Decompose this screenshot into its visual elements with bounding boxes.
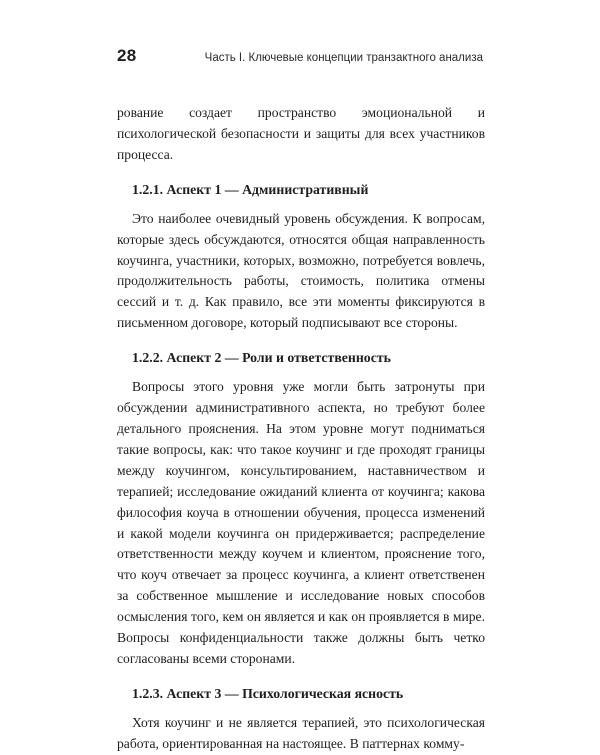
running-head (117, 46, 483, 74)
section-paragraph-administrative: Это наиболее очевидный уровень обсуждения. К вопросам, которые здесь обсуждаются, относятся общая направленность коучинга, участники, которых, возможно, потребуется вовлечь, продолжительность работы, стоимость, политика отмены сессий и т. д. Как правило, все эти моменты фиксируются в письменном договоре, который подписывают все стороны. (117, 210, 485, 331)
chapter-title: Часть I. Ключевые концепции транзактного анализа (204, 52, 483, 64)
section-paragraph-roles: Вопросы этого уровня уже могли быть затронуты при обсуждении административного аспекта, но требуют более детального прояснения. На этом уровне могут подниматься такие вопросы, как: что такое коучинг и где проходят границы между коучингом, консультированием, наставничеством и терапией; исследование ожиданий клиента от коучинга; какова философия коуча в отношении обучения, процесса изменений и какой модели коучинга он придерживается; распределение ответственности между коучем и клиентом, прояснение того, что коуч отвечает за процесс коучинга, а клиент ответственен за собственное мышление и исследование новых способов осмысления того, кем он является и как он проявляется в мире. Вопросы конфиденциальности также должны быть четко согласованы всеми сторонами. (117, 379, 485, 666)
section-heading-administrative: 1.2.1. Аспект 1 — Административный (132, 181, 369, 197)
section-heading-psychological: 1.2.3. Аспект 3 — Психологическая ясность (132, 685, 404, 701)
intro-paragraph: рование создает пространство эмоциональной и психологической безопасности и защиты для всех участников процесса. (117, 105, 485, 162)
page-body (117, 103, 485, 755)
section-paragraph-psychological: Хотя коучинг и не является терапией, это психологическая работа, ориентированная на настоящее. В паттернах комму- (117, 714, 485, 751)
section-heading-roles: 1.2.2. Аспект 2 — Роли и ответственность (132, 350, 391, 366)
page-number: 28 (117, 46, 137, 65)
